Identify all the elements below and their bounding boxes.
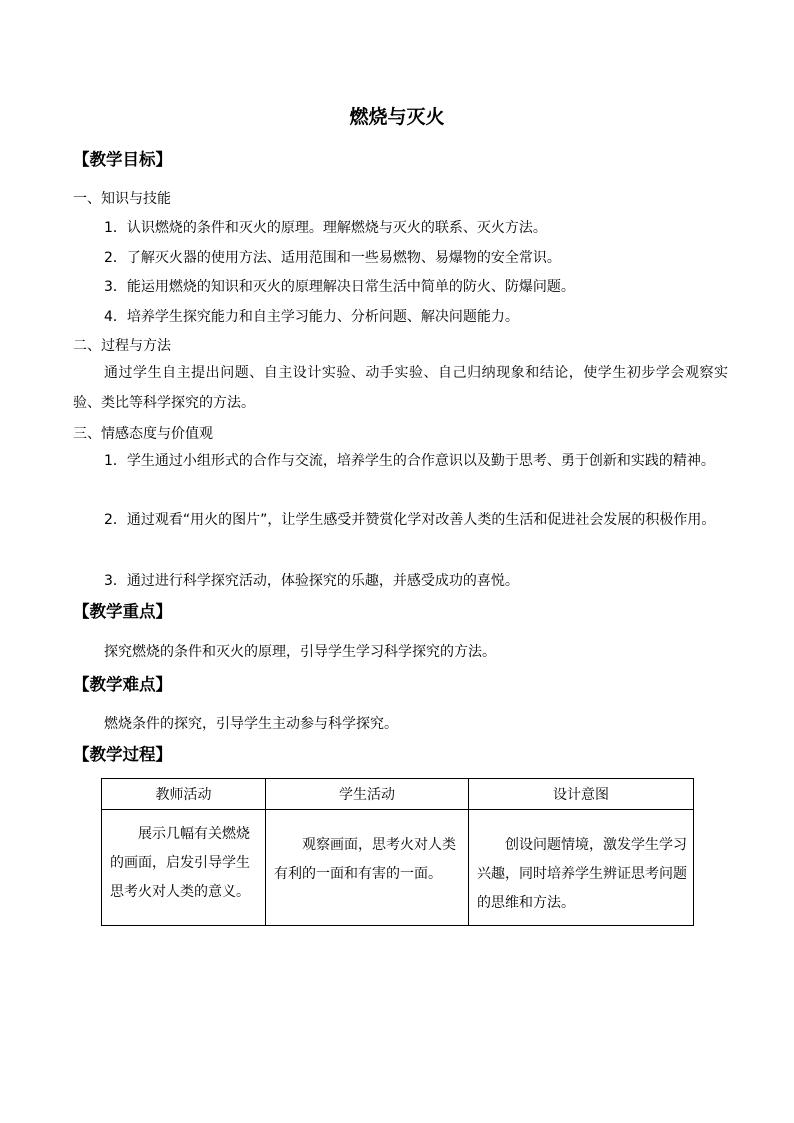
teacher-activity-cell: 展示几幅有关燃烧的画面，启发引导学生思考火对人类的意义。 — [102, 810, 266, 926]
attitude-item: 2．通过观看“用火的图片”，让学生感受并赞赏化学对改善人类的生活和促进社会发展的积极作用。 — [104, 512, 716, 528]
attitude-item: 1．学生通过小组形式的合作与交流，培养学生的合作意识以及勤于思考、勇于创新和实践的精神。 — [104, 453, 715, 469]
teaching-process-heading: 【教学过程】 — [73, 745, 172, 764]
attitude-values-heading: 三、情感态度与价值观 — [73, 426, 213, 442]
knowledge-item: 2．了解灭火器的使用方法、适用范围和一些易燃物、易爆物的安全常识。 — [104, 250, 561, 266]
design-intent-cell: 创设问题情境，激发学生学习兴趣，同时培养学生辨证思考问题的思维和方法。 — [469, 810, 694, 926]
document-title: 燃烧与灭火 — [349, 106, 445, 128]
knowledge-skills-heading: 一、知识与技能 — [73, 191, 171, 207]
difficulties-text: 燃烧条件的探究，引导学生主动参与科学探究。 — [104, 716, 398, 732]
column-header-design-intent: 设计意图 — [469, 779, 694, 810]
student-activity-cell: 观察画面，思考火对人类有利的一面和有害的一面。 — [266, 810, 469, 926]
column-header-teacher-activity: 教师活动 — [102, 779, 266, 810]
objectives-heading: 【教学目标】 — [73, 150, 172, 169]
teaching-process-table — [101, 778, 694, 926]
process-method-text: 通过学生自主提出问题、自主设计实验、动手实验、自己归纳现象和结论，使学生初步学会观察实验、类比等科学探究的方法。 — [73, 365, 728, 411]
knowledge-item: 4．培养学生探究能力和自主学习能力、分析问题、解决问题能力。 — [104, 309, 519, 325]
knowledge-item: 3．能运用燃烧的知识和灭火的原理解决日常生活中简单的防火、防爆问题。 — [104, 279, 575, 295]
key-points-text: 探究燃烧的条件和灭火的原理，引导学生学习科学探究的方法。 — [104, 644, 496, 660]
table-row — [102, 810, 694, 926]
attitude-item: 3．通过进行科学探究活动，体验探究的乐趣，并感受成功的喜悦。 — [104, 573, 519, 589]
knowledge-item: 1．认识燃烧的条件和灭火的原理。理解燃烧与灭火的联系、灭火方法。 — [104, 220, 547, 236]
process-method-heading: 二、过程与方法 — [73, 338, 171, 354]
column-header-student-activity: 学生活动 — [266, 779, 469, 810]
key-points-heading: 【教学重点】 — [73, 602, 172, 621]
table-header-row — [102, 779, 694, 810]
difficulties-heading: 【教学难点】 — [73, 675, 172, 694]
